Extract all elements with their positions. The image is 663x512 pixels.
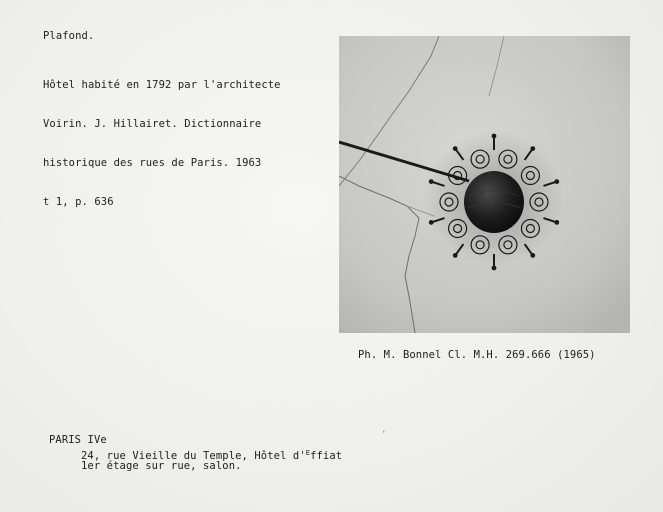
pencil-tick: ‘ — [381, 430, 387, 440]
rose-ray-tip — [429, 180, 433, 184]
notes-line: t 1, p. 636 — [43, 196, 114, 208]
photo-credit: Ph. M. Bonnel Cl. M.H. 269.666 (1965) — [358, 349, 596, 361]
notes-line: Hôtel habité en 1792 par l'architecte — [43, 79, 281, 91]
rose-ray-tip — [453, 147, 457, 151]
ceiling-photograph — [339, 36, 630, 333]
address-end: ffiat — [310, 450, 343, 462]
rose-ray-tip — [492, 266, 496, 270]
rose-ray-tip — [555, 221, 559, 225]
card-heading: Plafond. — [43, 30, 95, 42]
rose-ray-tip — [555, 180, 559, 184]
rose-ray-tip — [531, 254, 535, 258]
location-city: PARIS IVe — [49, 434, 107, 446]
location-floor: 1er étage sur rue, salon. — [81, 460, 242, 472]
address-superscript: E — [305, 449, 311, 457]
rose-ray-tip — [531, 147, 535, 151]
rose-ray-tip — [429, 221, 433, 225]
historical-notes — [43, 53, 281, 235]
address-main: 24, rue Vieille du Temple, Hôtel d' — [81, 450, 306, 462]
notes-line: historique des rues de Paris. 1963 — [43, 157, 262, 169]
notes-line: Voirin. J. Hillairet. Dictionnaire — [43, 118, 262, 130]
rose-ray-tip — [492, 134, 496, 138]
rose-center-boss — [464, 171, 524, 233]
rose-ray-tip — [453, 254, 457, 258]
